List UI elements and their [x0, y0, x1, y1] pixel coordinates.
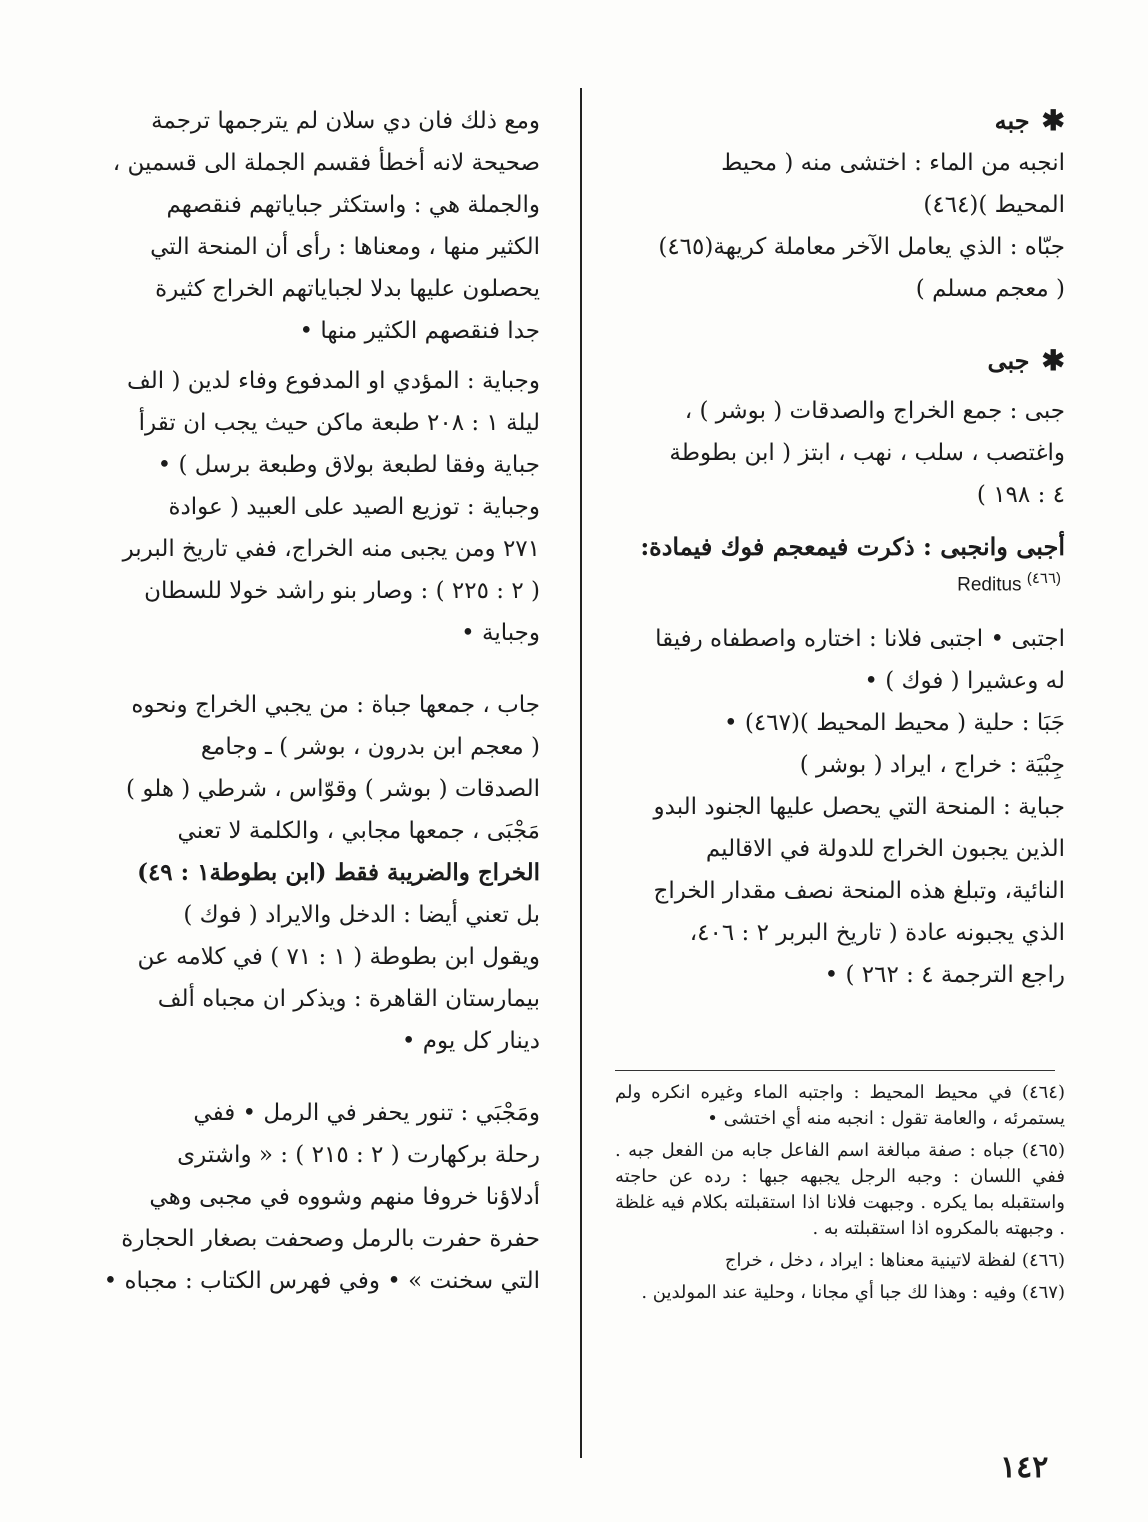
footnote-rule — [615, 1070, 1055, 1071]
text-line: بل تعني أيضا : الدخل والايراد ( فوك ) — [183, 902, 540, 928]
entry-title: جبه — [994, 106, 1030, 135]
text-line: وجباية • — [461, 620, 540, 646]
text-line: الصدقات ( بوشر ) وقوّاس ، شرطي ( هلو ) — [126, 776, 540, 802]
footnote-465: (٤٦٥) جباه : صفة مبالغة اسم الفاعل جابه من الفعل جبه . ففي اللسان : وجبه الرجل يجبهه جبها : رده عن حاجته واستقبله بما يكره . وجبهت فلانا اذا استقبلته بكلام فيه غلظة . وجبهته بالمكروه اذا استقبلته به . — [615, 1140, 1065, 1239]
text-line: والجملة هي : واستكثر جباياتهم فنقصهم — [166, 192, 540, 218]
text-line: ويقول ابن بطوطة ( ١ : ٧١ ) في كلامه عن — [137, 944, 540, 970]
text-line: صحيحة لانه أخطأ فقسم الجملة الى قسمين ، — [112, 150, 540, 176]
footnote-ref: (٤٦٦) — [1026, 570, 1061, 587]
text-line: واغتصب ، سلب ، نهب ، ابتز ( ابن بطوطة — [669, 440, 1065, 466]
text-line: الخراج والضريبة فقط (ابن بطوطة١ : ٤٩) — [137, 859, 540, 886]
text-line: رحلة بركهارت ( ٢ : ٢١٥ ) : « واشترى — [177, 1142, 540, 1168]
text-line: الكثير منها ، ومعناها : رأى أن المنحة التي — [150, 234, 540, 260]
footnote-464: (٤٦٤) في محيط المحيط : واجتبه الماء وغيره انكره ولم يستمرئه ، والعامة تقول : انجبه منه أي اختشى • — [615, 1082, 1065, 1129]
text-line: جِبْيَة : خراج ، ايراد ( بوشر ) — [799, 752, 1065, 779]
text-line: جباية : المنحة التي يحصل عليها الجنود البدو — [653, 794, 1065, 821]
text-line: أدلاؤنا خروفا منهم وشووه في مجبى وهي — [149, 1184, 540, 1210]
entry-jabh-head — [615, 100, 1065, 142]
text-line: ٤ : ١٩٨ ) — [976, 482, 1065, 508]
text-line: له وعشيرا ( فوك ) • — [864, 668, 1065, 695]
text-line: يحصلون عليها بدلا لجباياتهم الخراج كثيرة — [155, 276, 540, 302]
text-line: انجبه من الماء : اختشى منه ( محيط — [721, 150, 1065, 176]
text-line: ومع ذلك فان دي سلان لم يترجمها ترجمة — [151, 108, 540, 134]
text-line: مَجْبَى ، جمعها مجابي ، والكلمة لا تعني — [177, 818, 540, 844]
reference-line — [585, 568, 1065, 596]
text-line: ومَجْبَي : تنور يحفر في الرمل • ففي — [193, 1100, 540, 1126]
text-line: ( معجم ابن بدرون ، بوشر ) ـ وجامع — [200, 734, 540, 760]
entry-jaba-head — [615, 340, 1065, 382]
text-line: اجتبى • اجتبى فلانا : اختاره واصطفاه رفيقا — [655, 626, 1065, 653]
text-line: جدا فنقصهم الكثير منها • — [299, 318, 540, 344]
text-line: الذي يجبونه عادة ( تاريخ البربر ٢ : ٤٠٦، — [689, 920, 1065, 947]
entry-title: جبى — [987, 346, 1030, 375]
footnote-466: (٤٦٦) لفظة لاتينية معناها : ايراد ، دخل ، خراج — [724, 1250, 1065, 1271]
asterisk-icon: ✱ — [1041, 104, 1065, 137]
reference-word: Reditus — [957, 574, 1022, 596]
text-line: الذين يجبون الخراج للدولة في الاقاليم — [705, 836, 1065, 863]
text-line: بيمارستان القاهرة : ويذكر ان مجباه ألف — [157, 986, 540, 1012]
footnotes — [615, 1080, 1065, 1312]
text-line: ٢٧١ ومن يجبى منه الخراج، ففي تاريخ البربر — [122, 536, 540, 562]
text-line: التي سخنت » • وفي فهرس الكتاب : مجباه • — [103, 1268, 540, 1294]
text-line: راجع الترجمة ٤ : ٢٦٢ ) • — [824, 962, 1065, 989]
subheading: أجبى وانجبى : ذكرت فيمعجم فوك فيمادة: — [640, 532, 1065, 561]
text-line: جاب ، جمعها جباة : من يجبي الخراج ونحوه — [131, 692, 540, 718]
left-column — [100, 100, 540, 1302]
page-number: ١٤٢ — [1000, 1450, 1049, 1485]
text-line: وجباية : توزيع الصيد على العبيد ( عوادة — [168, 494, 540, 520]
text-line: المحيط )(٤٦٤) — [923, 192, 1065, 218]
asterisk-icon: ✱ — [1041, 344, 1065, 377]
column-divider — [580, 88, 582, 1458]
text-line: جَبَا : حلية ( محيط المحيط )(٤٦٧) • — [724, 710, 1065, 737]
text-line: ليلة ١ : ٢٠٨ طبعة ماكن حيث يجب ان تقرأ — [138, 410, 540, 436]
text-line: ( ٢ : ٢٢٥ ) : وصار بنو راشد خولا للسطان — [144, 578, 540, 604]
text-line: جبّاه : الذي يعامل الآخر معاملة كريهة(٤٦٥) — [658, 234, 1065, 260]
text-line: دينار كل يوم • — [401, 1028, 540, 1054]
text-line: جبى : جمع الخراج والصدقات ( بوشر ) ، — [684, 398, 1065, 424]
text-line: النائية، وتبلغ هذه المنحة نصف مقدار الخراج — [653, 878, 1065, 905]
text-line: ( معجم مسلم ) — [915, 276, 1065, 302]
text-line: وجباية : المؤدي او المدفوع وفاء لدين ( الف — [126, 368, 540, 394]
text-line: جباية وفقا لطبعة بولاق وطبعة برسل ) • — [157, 452, 540, 478]
text-line: حفرة حفرت بالرمل وصحفت بصغار الحجارة — [121, 1226, 540, 1252]
footnote-467: (٤٦٧) وفيه : وهذا لك جبا أي مجانا ، وحلية عند المولدين . — [641, 1282, 1065, 1303]
right-column — [615, 100, 1065, 996]
